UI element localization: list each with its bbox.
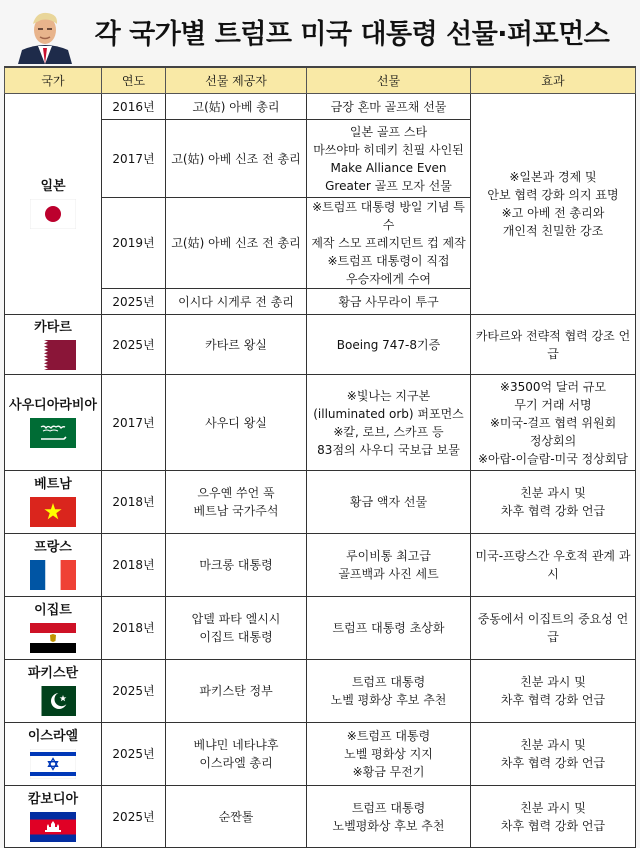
effect-cell: 친분 과시 및 차후 협력 강화 언급 bbox=[471, 723, 636, 786]
year-cell: 2016년 bbox=[102, 94, 166, 120]
effect-cell: 친분 과시 및 차후 협력 강화 언급 bbox=[471, 471, 636, 534]
gift-cell: 황금 사무라이 투구 bbox=[307, 289, 471, 315]
giver-cell: 사우디 왕실 bbox=[166, 375, 307, 471]
table-header-row bbox=[5, 67, 636, 94]
country-name: 프랑스 bbox=[34, 540, 72, 555]
table-row bbox=[5, 660, 636, 723]
gift-cell: 트럼프 대통령 초상화 bbox=[307, 597, 471, 660]
effect-cell: ※3500억 달러 규모 무기 거래 서명 ※미국-걸프 협력 위원회 정상회의 ※아랍-이슬람-미국 정상회담 bbox=[471, 375, 636, 471]
giver-cell: 고(姑) 아베 총리 bbox=[166, 94, 307, 120]
year-cell: 2019년 bbox=[102, 198, 166, 289]
country-cell-pakistan bbox=[5, 660, 102, 723]
effect-cell: 카타르와 전략적 협력 강조 언급 bbox=[471, 315, 636, 375]
giver-cell: 순짠톨 bbox=[166, 786, 307, 848]
giver-cell: 으우옌 쑤언 푹 베트남 국가주석 bbox=[166, 471, 307, 534]
gift-cell: 금장 혼마 골프채 선물 bbox=[307, 94, 471, 120]
country-name: 이스라엘 bbox=[27, 729, 79, 744]
giver-cell: 고(姑) 아베 신조 전 총리 bbox=[166, 198, 307, 289]
giver-cell: 카타르 왕실 bbox=[166, 315, 307, 375]
japan-flag-icon bbox=[30, 199, 76, 229]
gift-cell: ※빛나는 지구본 (illuminated orb) 퍼포먼스 ※칼, 로브, 스카프 등 83점의 사우디 국보급 보물 bbox=[307, 375, 471, 471]
table-row bbox=[5, 723, 636, 786]
header-giver: 선물 제공자 bbox=[166, 67, 307, 94]
giver-cell: 베냐민 네타냐후 이스라엘 총리 bbox=[166, 723, 307, 786]
header-country: 국가 bbox=[5, 67, 102, 94]
giver-cell: 이시다 시게루 전 총리 bbox=[166, 289, 307, 315]
year-cell: 2018년 bbox=[102, 534, 166, 597]
effect-cell: 친분 과시 및 차후 협력 강화 언급 bbox=[471, 786, 636, 848]
gift-cell: 루이비통 최고급 골프백과 사진 세트 bbox=[307, 534, 471, 597]
giver-cell: 파키스탄 정부 bbox=[166, 660, 307, 723]
giver-cell: 마크롱 대통령 bbox=[166, 534, 307, 597]
giver-cell: 압델 파타 엘시시 이집트 대통령 bbox=[166, 597, 307, 660]
table-row bbox=[5, 597, 636, 660]
year-cell: 2025년 bbox=[102, 723, 166, 786]
table-row bbox=[5, 94, 636, 120]
table-row bbox=[5, 375, 636, 471]
year-cell: 2025년 bbox=[102, 786, 166, 848]
israel-flag-icon bbox=[30, 749, 76, 779]
gift-cell: 일본 골프 스타 마쓰야마 히데키 친필 사인된 Make Alliance Even Greater 골프 모자 선물 bbox=[307, 120, 471, 198]
country-cell-france bbox=[5, 534, 102, 597]
gift-cell: ※트럼프 대통령 방일 기념 특수 제작 스모 프레지던트 컵 제작 ※트럼프 대통령이 직접 우승자에게 수여 bbox=[307, 198, 471, 289]
gift-cell: 황금 액자 선물 bbox=[307, 471, 471, 534]
country-name: 파키스탄 bbox=[27, 666, 79, 681]
year-cell: 2018년 bbox=[102, 597, 166, 660]
header-gift: 선물 bbox=[307, 67, 471, 94]
qatar-flag-icon bbox=[30, 340, 76, 370]
country-name: 사우디아라비아 bbox=[9, 397, 97, 413]
saudi-flag-icon bbox=[30, 418, 76, 448]
table-row bbox=[5, 534, 636, 597]
year-cell: 2018년 bbox=[102, 471, 166, 534]
year-cell: 2017년 bbox=[102, 120, 166, 198]
header-year: 연도 bbox=[102, 67, 166, 94]
table-row bbox=[5, 315, 636, 375]
header-effect: 효과 bbox=[471, 67, 636, 94]
pakistan-flag-icon bbox=[30, 686, 76, 716]
gift-cell: 트럼프 대통령 노벨평화상 후보 추천 bbox=[307, 786, 471, 848]
country-name: 캄보디아 bbox=[27, 791, 79, 807]
table-row bbox=[5, 471, 636, 534]
france-flag-icon bbox=[30, 560, 76, 590]
vietnam-flag-icon bbox=[30, 497, 76, 527]
page-title: 각 국가별 트럼프 미국 대통령 선물·퍼포먼스 bbox=[94, 19, 610, 50]
gift-cell: Boeing 747-8기증 bbox=[307, 315, 471, 375]
country-name: 이집트 bbox=[34, 603, 72, 618]
egypt-flag-icon bbox=[30, 623, 76, 653]
giver-cell: 고(姑) 아베 신조 전 총리 bbox=[166, 120, 307, 198]
country-name: 카타르 bbox=[34, 319, 72, 335]
country-name: 일본 bbox=[40, 179, 66, 194]
country-cell-saudi bbox=[5, 375, 102, 471]
country-name: 베트남 bbox=[34, 477, 72, 492]
header bbox=[0, 0, 640, 66]
year-cell: 2025년 bbox=[102, 315, 166, 375]
country-cell-japan bbox=[5, 94, 102, 315]
year-cell: 2017년 bbox=[102, 375, 166, 471]
effect-cell: 미국-프랑스간 우호적 관계 과시 bbox=[471, 534, 636, 597]
cambodia-flag-icon bbox=[30, 812, 76, 842]
country-cell-vietnam bbox=[5, 471, 102, 534]
gift-cell: ※트럼프 대통령 노벨 평화상 지지 ※황금 무전기 bbox=[307, 723, 471, 786]
year-cell: 2025년 bbox=[102, 289, 166, 315]
country-cell-cambodia bbox=[5, 786, 102, 848]
trump-portrait-icon bbox=[14, 6, 76, 64]
gift-cell: 트럼프 대통령 노벨 평화상 후보 추천 bbox=[307, 660, 471, 723]
country-cell-qatar bbox=[5, 315, 102, 375]
country-cell-egypt bbox=[5, 597, 102, 660]
gift-table bbox=[4, 66, 636, 848]
effect-cell: 중동에서 이집트의 중요성 언급 bbox=[471, 597, 636, 660]
effect-cell: 친분 과시 및 차후 협력 강화 언급 bbox=[471, 660, 636, 723]
country-cell-israel bbox=[5, 723, 102, 786]
effect-cell: ※일본과 경제 및 안보 협력 강화 의지 표명 ※고 아베 전 총리와 개인적 친밀한 강조 bbox=[471, 94, 636, 315]
table-row bbox=[5, 786, 636, 848]
year-cell: 2025년 bbox=[102, 660, 166, 723]
